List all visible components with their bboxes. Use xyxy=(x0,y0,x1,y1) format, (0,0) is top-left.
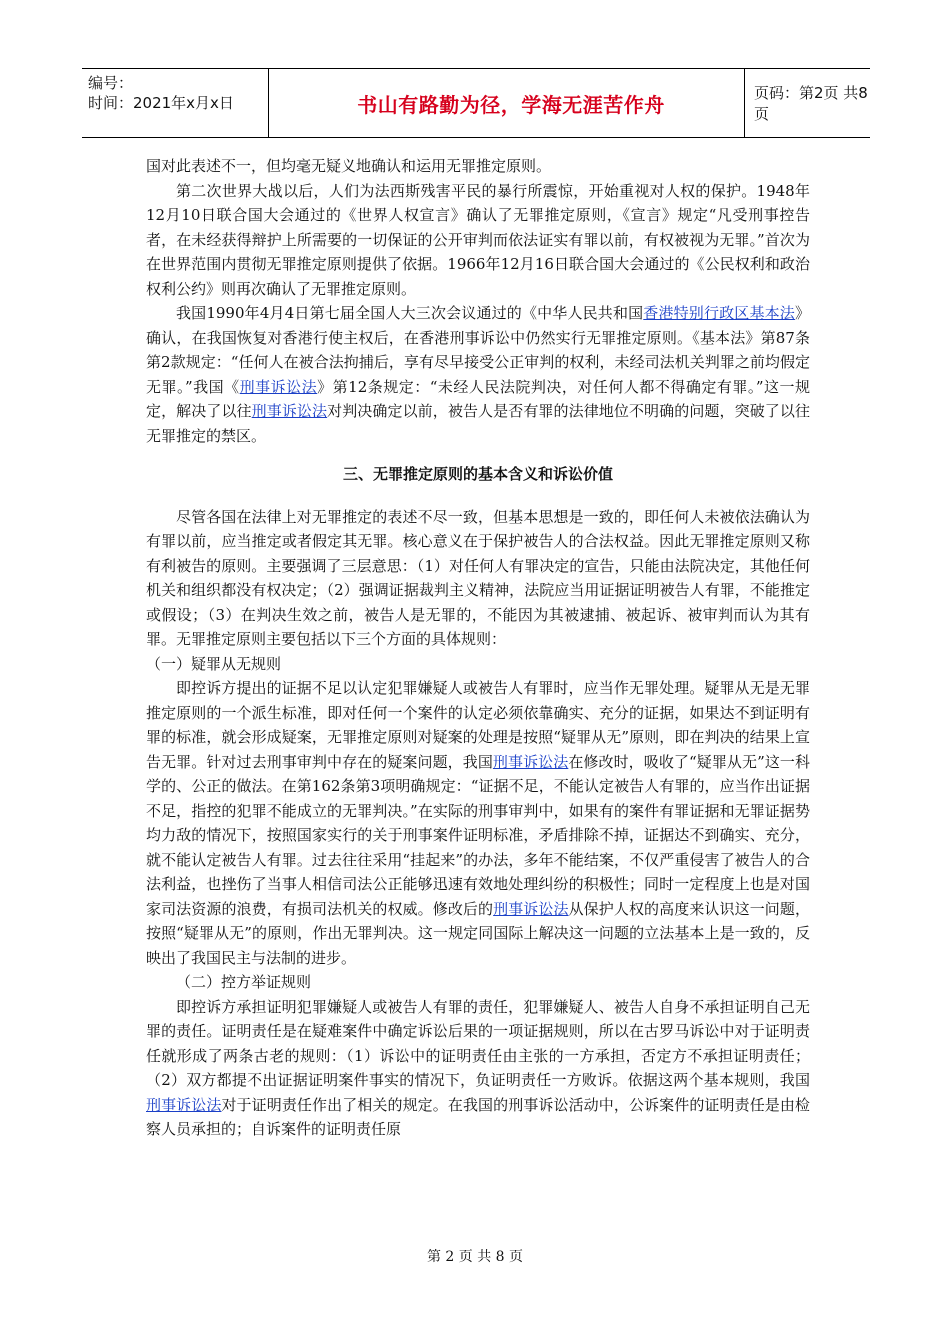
paragraph-text: 在修改时，吸收了“疑罪从无”这一科学的、公正的做法。在第162条第3项明确规定：“证据不足，不能认定被告人有罪的，应当作出证据不足，指控的犯罪不能成立的无罪判决。”在实际的刑事审判中，如果有的案件有罪证据和无罪证据势均力敌的情况下，按照国家实行的关于刑事案件证明标准，矛盾排除不掉，证据达不到确实、充分，就不能认定被告人有罪。过去往往采用“挂起来”的办法，多年不能结案，不仅严重侵害了被告人的合法利益，也挫伤了当事人相信司法公正能够迅速有效地处理纠纷的积极性；同时一定程度上也是对国家司法资源的浪费，有损司法机关的权威。修改后的 xyxy=(146,752,810,918)
paragraph-text: 即控诉方承担证明犯罪嫌疑人或被告人有罪的责任，犯罪嫌疑人、被告人自身不承担证明自己无罪的责任。证明责任是在疑难案件中确定诉讼后果的一项证据规则，所以在古罗马诉讼中对于证明责任就形成了两条古老的规则：（1）诉讼中的证明责任由主张的一方承担，否定方不承担证明责任；（2）双方都提不出证据证明案件事实的情况下，负证明责任一方败诉。依据这两个基本规则，我国 xyxy=(146,997,810,1089)
paragraph: 尽管各国在法律上对无罪推定的表述不尽一致，但基本思想是一致的，即任何人未被依法确认为有罪以前，应当推定或者假定其无罪。核心意义在于保护被告人的合法权益。因此无罪推定原则又称有利被告的原则。主要强调了三层意思：（1）对任何人有罪决定的宣告，只能由法院决定，其他任何机关和组织都没有权决定；（2）强调证据裁判主义精神，法院应当用证据证明被告人有罪，不能推定或假设；（3）在判决生效之前，被告人是无罪的，不能因为其被逮捕、被起诉、被审判而认为其有罪。无罪推定原则主要包括以下三个方面的具体规则： xyxy=(146,507,810,648)
subheading: （二）控方举证规则 xyxy=(176,973,312,991)
subheading: （一）疑罪从无规则 xyxy=(146,654,282,673)
criminal-procedure-law-link[interactable]: 刑事诉讼法 xyxy=(251,402,328,420)
header-divider xyxy=(744,69,745,137)
header-meta xyxy=(88,73,268,113)
doc-time-label: 时间：2021年x月x日 xyxy=(88,94,234,112)
header-divider xyxy=(268,69,269,137)
paragraph-text: 》第12条规定：“未经人民法院判决，对任何人都不得确定有罪。”这一规定，解决了以往 xyxy=(146,377,810,420)
criminal-procedure-law-link[interactable]: 刑事诉讼法 xyxy=(492,752,569,771)
paragraph xyxy=(146,995,810,1142)
paragraph xyxy=(146,301,810,448)
header-motto: 书山有路勤为径，学海无涯苦作舟 xyxy=(357,92,665,117)
paragraph xyxy=(146,676,810,970)
doc-number-label: 编号： xyxy=(88,74,134,92)
document-body xyxy=(146,154,810,1142)
hk-basic-law-link[interactable]: 香港特别行政区基本法 xyxy=(643,304,795,322)
paragraph-text: 从保护人权的高度来认识这一问题，按照“疑罪从无”的原则，作出无罪判决。这一规定同国际上解决这一问题的立法基本上是一致的，反映出了我国民主与法制的进步。 xyxy=(146,899,810,967)
criminal-procedure-law-link[interactable]: 刑事诉讼法 xyxy=(239,377,318,396)
paragraph-text: 》确认，在我国恢复对香港行使主权后，在香港刑事诉讼中仍然实行无罪推定原则。《基本法》第87条第2款规定：“任何人在被合法拘捕后，享有尽早接受公正审判的权利，未经司法机关判罪之前均假定无罪。”我国《 xyxy=(146,304,810,396)
paragraph: 第二次世界大战以后，人们为法西斯残害平民的暴行所震惊，开始重视对人权的保护。1948年12月10日联合国大会通过的《世界人权宣言》确认了无罪推定原则，《宣言》规定“凡受刑事控告者，在未经获得辩护上所需要的一切保证的公开审判而依法证实有罪以前，有权被视为无罪。”首次为在世界范围内贯彻无罪推定原则提供了依据。1966年12月16日联合国大会通过的《公民权利和政治权利公约》则再次确认了无罪推定原则。 xyxy=(146,181,810,298)
paragraph-text: 对判决确定以前，被告人是否有罪的法律地位不明确的问题，突破了以往无罪推定的禁区。 xyxy=(146,402,810,445)
paragraph-text: 对于证明责任作出了相关的规定。在我国的刑事诉讼活动中，公诉案件的证明责任是由检察人员承担的；自诉案件的证明责任原 xyxy=(146,1095,810,1138)
paragraph-text: 即控诉方提出的证据不足以认定犯罪嫌疑人或被告人有罪时，应当作无罪处理。疑罪从无是无罪推定原则的一个派生标准，即对任何一个案件的认定必须依靠确实、充分的证据，如果达不到证明有罪的标准，就会形成疑案，无罪推定原则对疑案的处理是按照“疑罪从无”原则，即在判决的结果上宣告无罪。针对过去刑事审判中存在的疑案问题，我国 xyxy=(146,679,810,771)
page-header xyxy=(82,68,870,138)
criminal-procedure-law-link[interactable]: 刑事诉讼法 xyxy=(493,899,569,918)
paragraph-text: 我国1990年4月4日第七届全国人大三次会议通过的《中华人民共和国 xyxy=(176,304,644,322)
page-footer: 第 2 页 共 8 页 xyxy=(426,1249,524,1265)
criminal-procedure-law-link[interactable]: 刑事诉讼法 xyxy=(146,1095,222,1114)
section-heading: 三、无罪推定原则的基本含义和诉讼价值 xyxy=(342,465,613,483)
header-page-number: 页码：第2页 共8页 xyxy=(754,84,868,123)
paragraph: 国对此表述不一，但均毫无疑义地确认和运用无罪推定原则。 xyxy=(146,157,552,175)
